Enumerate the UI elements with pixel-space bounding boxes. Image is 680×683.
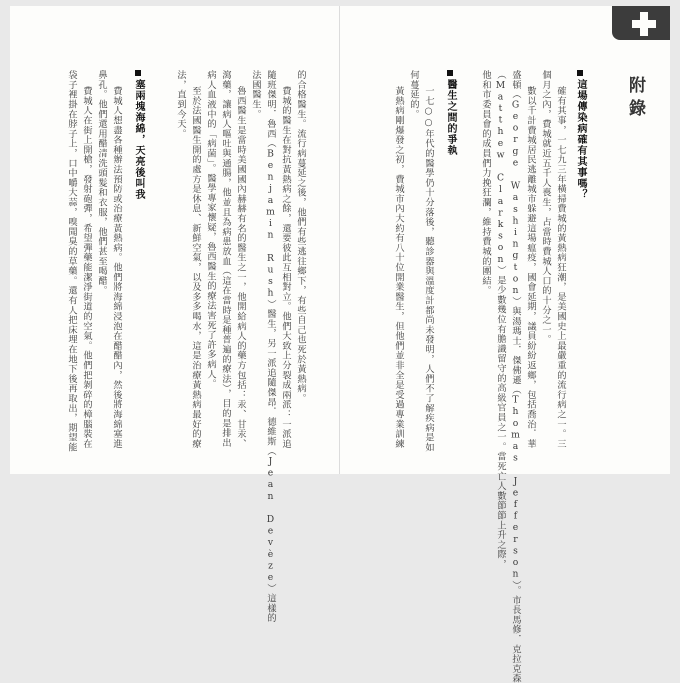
text-line: 隨班傑明．魯西（Benjamin Rush）醫生，另一派追隨傑昂．德維斯（Jean Devèze）這樣的 [265,70,276,623]
text-line: 法，直到今天。 [175,70,186,139]
text-line: 他和市委員會的成員們力挽狂瀾，維持費城的團結。 [480,70,491,296]
section-heading [132,70,144,200]
text-line: 一七○○年代的醫學仍十分落後，聽診器與溫度計都尚未發明，人們不了解疾病是如 [423,86,434,453]
text-line: 確有其事，一七九三年橫掃費城的黃熱病狂潮，是美國史上最嚴重的流行病之一。三 [555,86,566,449]
section-heading [574,70,586,200]
text-line: 費城人想盡各種辦法預防或治療黃熱病。他們將海綿浸泡在醋醋內，然後將海綿塞進 [111,86,122,449]
text-line: 法國醫生。 [250,70,261,119]
text-line: 盛頓（George Washington）與湯瑪士．傑佛遜（Thomas Jefferson）。市長馬修．克拉克森 [510,70,521,683]
chapter-title: 附錄 [625,76,645,122]
text-line: （Matthew Clarkson）是少數幾位有膽識留守的高級官員之一。當死亡人數節節上升之際， [495,70,506,570]
text-line: 至於法國醫生開的處方是休息、新鮮空氣，以及多多喝水，這是治療黃熱病最好的療 [190,86,201,449]
text-line: 鼻孔。他們還用醋清洗頭髮和衣服，他們甚至喝醋。 [96,70,107,296]
section-heading-text: 醫生之間的爭執 [445,79,456,156]
text-line: 病人血液中的「病菌」。醫學專家懷疑，魯西醫生的療法害死了許多病人。 [205,70,216,389]
section-heading-text: 這場傳染病確有其事嗎？ [575,79,586,200]
text-line: 數以千計費城居民逃離城市躲避這場瘟疫，國會延期，議員紛紛返鄉，包括喬治．華 [525,86,536,449]
book-spread [10,6,670,683]
text-line: 費城人在街上開槍，發射砲彈，希望彈藥能潔淨街道的空氣。他們把剝碎的樟腦裝在 [81,86,92,449]
right-page [340,6,670,683]
heading-marker [135,70,141,76]
section-tab [612,6,670,40]
text-line: 何蔓延的。 [408,70,419,119]
text-line: 黃熱病剛爆發之初，費城市內大約有八十位開業醫生，但他們並非全是受過專業訓練 [393,86,404,449]
text-line: 的合格醫生。流行病蔓延之後，他們有些逃往鄉下，有些自己也死於黃熱病。 [295,70,306,404]
text-line: 費城的醫生在對抗黃熱病之餘，還要彼此互相對立。他們大致上分裂成兩派：一派追 [280,86,291,449]
section-heading [444,70,456,156]
text-line: 個月之內，費城就近五千人喪生，占當時費城人口的十分之一。 [540,70,551,345]
text-line: 魯西醫生是當時美國國內赫赫有名的醫生之一，他開給病人的藥方包括：汞、甘汞、 [235,86,246,449]
heading-marker [577,70,583,76]
section-heading-text: 塞兩塊海綿，天亮後叫我 [133,79,144,200]
medical-cross-icon [632,12,656,36]
left-page [10,6,340,623]
heading-marker [447,70,453,76]
text-line: 瀉藥，讓病人嘔吐與通腸，他並且為病患放血（這在當時是種普遍的療法），目的是排出 [220,70,231,448]
text-line: 袋子裡掛在脖子上，口中嚼大蒜，嗅聞臭的草藥。還有人把床埋在地下後再取出，期望能 [66,70,77,453]
